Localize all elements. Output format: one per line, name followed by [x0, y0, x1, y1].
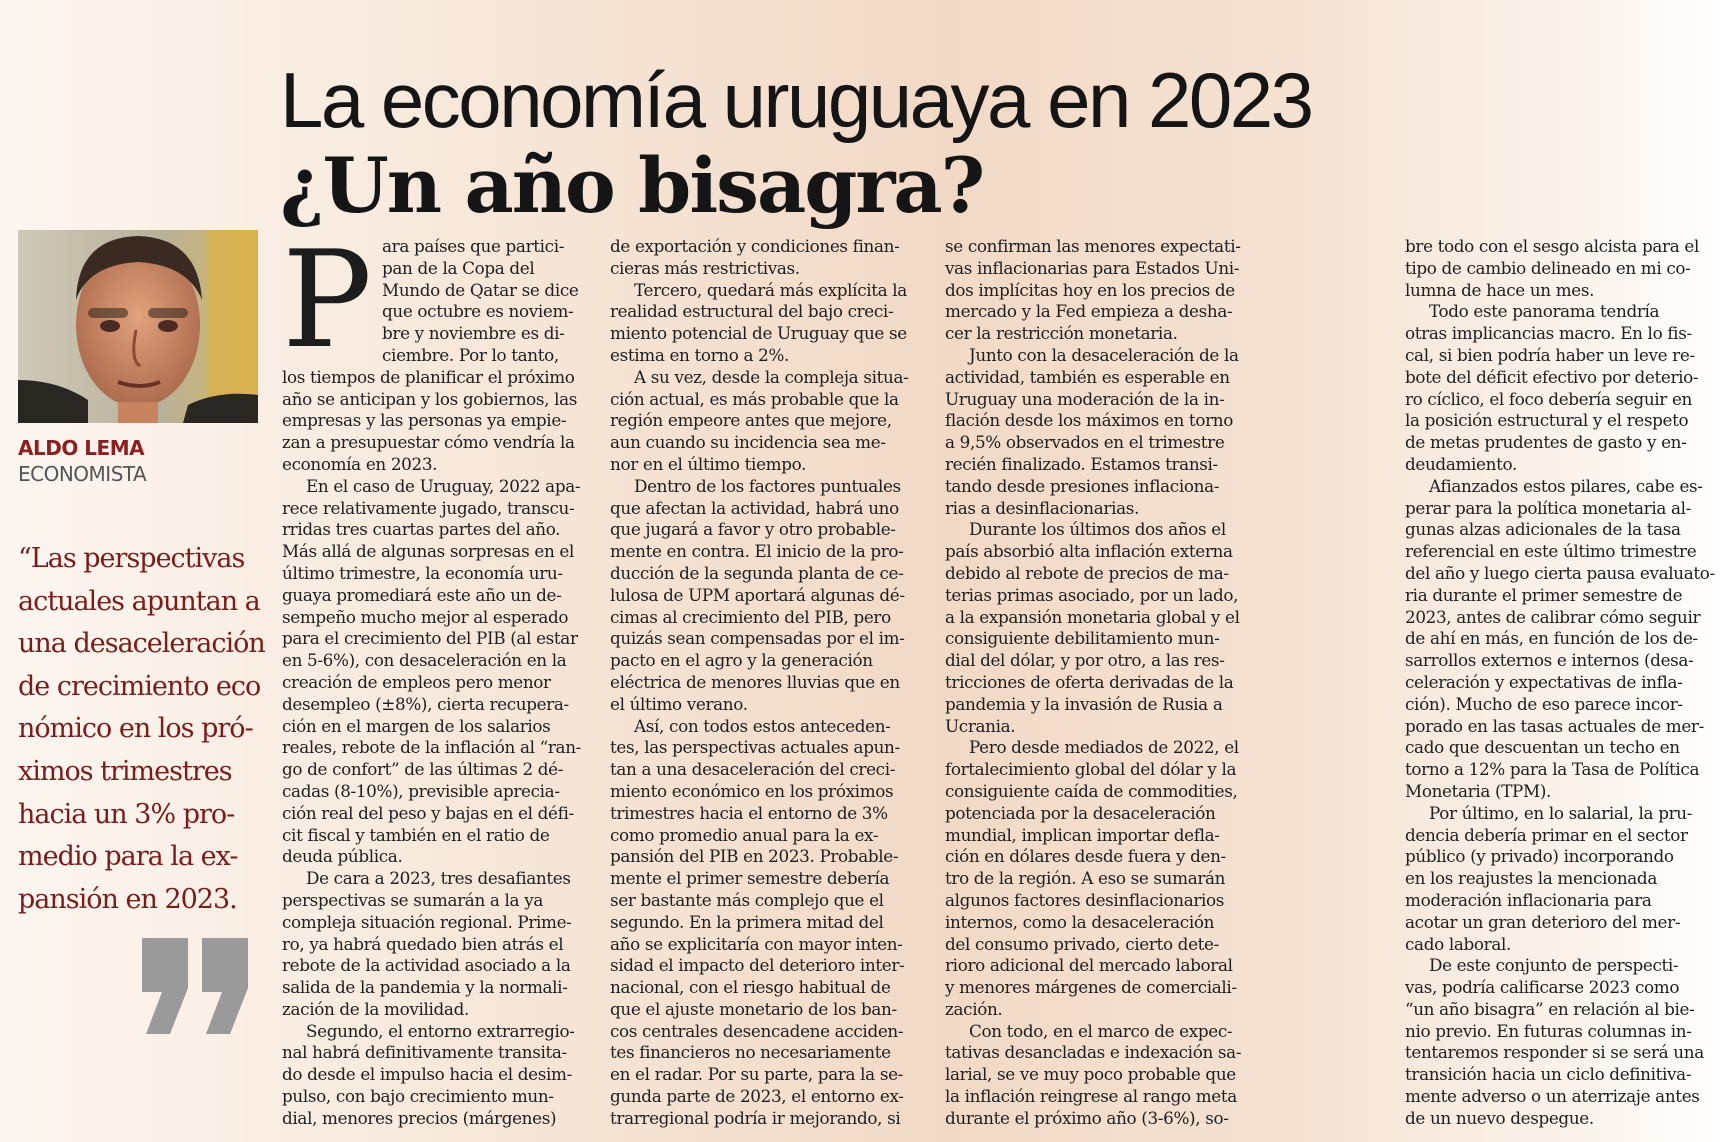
article-line: a 9,5% observados en el trimestre: [945, 432, 1225, 453]
article-line: quizás sean compensadas por el im-: [610, 628, 905, 649]
article-line: tro de la región. A eso se sumarán: [945, 868, 1226, 889]
article-line: trarregional podría ir mejorando, si: [610, 1107, 901, 1128]
article-line: que afectan la actividad, habrá uno: [610, 497, 899, 518]
article-line: A su vez, desde la compleja situa-: [634, 366, 909, 387]
article-line: Todo este panorama tendría: [1429, 301, 1660, 322]
article-line: sarrollos externos e internos (desa-: [1405, 650, 1694, 671]
article-line: nio previo. En futuras columnas in-: [1405, 1020, 1692, 1041]
article-line: fortalecimiento global del dólar y la: [945, 759, 1237, 780]
article-line: tes, las perspectivas actuales apun-: [610, 737, 900, 758]
article-line: los tiempos de planificar el próximo: [282, 366, 575, 387]
article-line: en los reajustes la mencionada: [1405, 868, 1657, 889]
article-line: para el crecimiento del PIB (al estar: [282, 628, 578, 649]
article-line: a la expansión monetaria global y el: [945, 606, 1240, 627]
article-line: actividad, también es esperable en: [945, 366, 1230, 387]
article-line: región empeore antes que mejore,: [610, 410, 892, 431]
article-line: dial del dólar, y por otro, a las res-: [945, 650, 1225, 671]
article-line: el último verano.: [610, 693, 748, 714]
article-line: bre todo con el sesgo alcista para el: [1405, 236, 1699, 256]
article-line: cadas (8-10%), previsible aprecia-: [282, 780, 560, 801]
article-line: mente en contra. El inicio de la pro-: [610, 541, 904, 562]
article-line: rias a desinflacionarias.: [945, 497, 1139, 518]
article-line: Junto con la desaceleración de la: [969, 344, 1239, 365]
article-line: go de confort” de las últimas 2 dé-: [282, 759, 564, 780]
article-line: rebote de la actividad asociado a la: [282, 955, 571, 976]
article-line: cit fiscal y también en el ratio de: [282, 824, 550, 845]
article-line: que jugará a favor y otro probable-: [610, 519, 896, 540]
article-line: pan de la Copa del: [382, 257, 535, 278]
pullquote-line: actuales apuntan a: [18, 585, 260, 617]
article-line: como promedio anual para la ex-: [610, 824, 879, 845]
headline-line1: La economía uruguaya en 2023: [280, 56, 1312, 145]
article-line: perar para la política monetaria al-: [1405, 497, 1691, 518]
article-line: miento económico en los próximos: [610, 780, 894, 801]
article-line: zación.: [945, 998, 1003, 1019]
article-line: en el radar. Por su parte, para la se-: [610, 1064, 903, 1085]
article-line: nal habrá definitivamente transita-: [282, 1042, 567, 1063]
article-line: terias primas asociado, por un lado,: [945, 584, 1239, 605]
article-line: de metas prudentes de gasto y en-: [1405, 432, 1687, 453]
article-line: mente adverso o un aterrizaje antes: [1405, 1086, 1700, 1107]
article-line: pulso, con bajo crecimiento mun-: [282, 1086, 554, 1107]
article-line: ción actual, es más probable que la: [610, 388, 899, 409]
article-line: rioro adicional del mercado laboral: [945, 955, 1233, 976]
article-line: ro cíclico, el foco debería seguir en: [1405, 388, 1692, 409]
article-line: gunas alzas adicionales de la tasa: [1405, 519, 1681, 540]
article-line: ción). Mucho de eso parece incor-: [1405, 693, 1683, 714]
article-line: gunda parte de 2023, el entorno ex-: [610, 1086, 904, 1107]
article-line: flación desde los máximos en torno: [945, 410, 1233, 431]
article-line: estima en torno a 2%.: [610, 344, 790, 365]
pullquote-line: ximos trimestres: [18, 755, 232, 787]
article-line: tativas desancladas e indexación sa-: [945, 1042, 1242, 1063]
article-line: reales, rebote de la inflación al “ran-: [282, 737, 581, 758]
article-line: tando desde presiones inflaciona-: [945, 475, 1220, 496]
article-line: del consumo privado, cierto dete-: [945, 933, 1219, 954]
article-line: ción en el margen de los salarios: [282, 715, 551, 736]
article-line: algunos factores desinflacionarios: [945, 889, 1225, 910]
article-line: zación de la movilidad.: [282, 998, 469, 1019]
article-line: Así, con todos estos anteceden-: [634, 715, 891, 736]
article-line: cer la restricción monetaria.: [945, 323, 1178, 344]
pullquote: [18, 538, 263, 921]
article-line: do desde el impulso hacia el desim-: [282, 1064, 572, 1085]
pullquote-line: nómico en los pró-: [18, 713, 253, 745]
article-line: rridas tres cuartas partes del año.: [282, 519, 561, 540]
article-line: transición hacia un ciclo definitiva-: [1405, 1064, 1692, 1085]
article-line: rece relativamente jugado, transcu-: [282, 497, 575, 518]
article-line: la posición estructural y el respeto: [1405, 410, 1689, 431]
article-line: desempleo (±8%), cierta recupera-: [282, 693, 569, 714]
article-line: Afianzados estos pilares, cabe es-: [1429, 475, 1703, 496]
article-line: referencial en este último trimestre: [1405, 541, 1697, 562]
article-column-1: [282, 222, 581, 1130]
article-line: realidad estructural del bajo creci-: [610, 301, 894, 322]
article-line: que octubre es noviem-: [382, 301, 574, 322]
article-line: Pero desde mediados de 2022, el: [969, 737, 1239, 758]
article-line: trimestres hacia el entorno de 3%: [610, 802, 888, 823]
article-line: acotar un gran deterioro del mer-: [1405, 911, 1681, 932]
article-line: sempeño mucho mejor al esperado: [282, 606, 569, 627]
article-line: y menores márgenes de comerciali-: [945, 977, 1237, 998]
article-line: pandemia y la invasión de Rusia a: [945, 693, 1223, 714]
pullquote-line: de crecimiento eco: [18, 670, 261, 702]
article-line: lumna de hace un mes.: [1405, 279, 1595, 300]
article-line: miento potencial de Uruguay que se: [610, 323, 907, 344]
article-line: dial, menores precios (márgenes): [282, 1107, 557, 1128]
article-line: tan a una desaceleración del creci-: [610, 759, 896, 780]
drop-cap: P: [282, 222, 373, 378]
article-line: otras implicancias macro. En lo fis-: [1405, 323, 1692, 344]
closing-quote-icon: [140, 938, 252, 1038]
article-line: empresas y las personas ya empie-: [282, 410, 567, 431]
article-line: cimas al crecimiento del PIB, pero: [610, 606, 891, 627]
headline-line2: ¿Un año bisagra?: [280, 140, 984, 230]
author-photo: [18, 230, 258, 423]
article-column-2: [610, 236, 908, 1130]
article-line: pansión del PIB en 2023. Probable-: [610, 846, 899, 867]
article-line: En el caso de Uruguay, 2022 apa-: [306, 475, 581, 496]
article-line: eléctrica de menores lluvias que en: [610, 671, 900, 692]
article-line: ara países que partici-: [382, 236, 565, 256]
article-line: de un nuevo despegue.: [1405, 1107, 1594, 1128]
article-line: nor en el último tiempo.: [610, 453, 807, 474]
article-line: mercado y la Fed empieza a desha-: [945, 301, 1233, 322]
article-line: Monetaria (TPM).: [1405, 780, 1551, 801]
article-line: salida de la pandemia y la normali-: [282, 977, 568, 998]
article-line: mente el primer semestre debería: [610, 868, 890, 889]
article-line: la inflación reingrese al rango meta: [945, 1086, 1237, 1107]
article-line: bote del déficit efectivo por deterio-: [1405, 366, 1699, 387]
article-line: cado que descuentan un techo en: [1405, 737, 1680, 758]
article-line: cado laboral.: [1405, 933, 1511, 954]
article-line: moderación inflacionaria para: [1405, 889, 1652, 910]
article-line: vas inflacionarias para Estados Uni-: [945, 257, 1240, 278]
article-line: Más allá de algunas sorpresas en el: [282, 541, 575, 562]
article-line: bre y noviembre es di-: [382, 323, 565, 344]
article-line: “un año bisagra” en relación al bie-: [1405, 998, 1695, 1019]
article-line: De este conjunto de perspecti-: [1429, 955, 1679, 976]
article-line: larial, se ve muy poco probable que: [945, 1064, 1236, 1085]
article-line: de ahí en más, en función de los de-: [1405, 628, 1698, 649]
article-line: lulosa de UPM aportará algunas dé-: [610, 584, 905, 605]
pullquote-line: hacia un 3% pro-: [18, 798, 235, 830]
article-line: Segundo, el entorno extrarregio-: [306, 1020, 575, 1041]
article-line: año se anticipan y los gobiernos, las: [282, 388, 578, 409]
article-line: dos implícitas hoy en los precios de: [945, 279, 1235, 300]
article-line: guaya promediará este año un de-: [282, 584, 562, 605]
article-line: durante el próximo año (3-6%), so-: [945, 1107, 1229, 1128]
article-line: nacional, con el riesgo habitual de: [610, 977, 891, 998]
article-line: tricciones de oferta derivadas de la: [945, 671, 1234, 692]
article-line: deuda pública.: [282, 846, 403, 867]
article-line: Mundo de Qatar se dice: [382, 279, 579, 300]
pullquote-line: “Las perspectivas: [18, 543, 245, 574]
article-line: De cara a 2023, tres desafiantes: [306, 868, 571, 889]
article-line: país absorbió alta inflación externa: [945, 541, 1233, 562]
article-line: mundial, implican importar defla-: [945, 824, 1220, 845]
article-column-3: [945, 236, 1241, 1130]
article-line: ducción de la segunda planta de ce-: [610, 562, 904, 583]
article-line: se confirman las menores expectati-: [945, 236, 1241, 256]
article-line: Por último, en lo salarial, la pru-: [1429, 802, 1693, 823]
article-line: dencia debería primar en el sector: [1405, 824, 1688, 845]
article-line: que el ajuste monetario de los ban-: [610, 998, 897, 1019]
article-line: público (y privado) incorporando: [1405, 846, 1674, 867]
article-line: compleja situación regional. Prime-: [282, 911, 572, 932]
article-line: torno a 12% para la Tasa de Política: [1405, 759, 1700, 780]
article-line: de exportación y condiciones finan-: [610, 236, 900, 256]
article-line: último trimestre, la economía uru-: [282, 562, 563, 583]
article-line: año se explicitaría con mayor inten-: [610, 933, 903, 954]
article-line: recién finalizado. Estamos transi-: [945, 453, 1218, 474]
article-line: aun cuando su incidencia sea me-: [610, 432, 886, 453]
article-line: segundo. En la primera mitad del: [610, 911, 884, 932]
article-line: del año y luego cierta pausa evaluato-: [1405, 562, 1715, 583]
article-line: debido al rebote de precios de ma-: [945, 562, 1229, 583]
article-line: creación de empleos pero menor: [282, 671, 551, 692]
pullquote-line: pansión en 2023.: [18, 883, 237, 915]
article-line: ro, ya habrá quedado bien atrás el: [282, 933, 564, 954]
article-line: tes financieros no necesariamente: [610, 1042, 891, 1063]
article-line: consiguiente debilitamiento mun-: [945, 628, 1220, 649]
article-line: Tercero, quedará más explícita la: [634, 279, 907, 300]
article-line: cieras más restrictivas.: [610, 257, 800, 278]
article-line: tentaremos responder si se será una: [1405, 1042, 1704, 1063]
article-line: deudamiento.: [1405, 453, 1517, 474]
article-line: celeración y expectativas de infla-: [1405, 671, 1683, 692]
article-line: cos centrales desencadene acciden-: [610, 1020, 904, 1041]
article-line: ciembre. Por lo tanto,: [382, 344, 559, 365]
article-line: cal, si bien podría haber un leve re-: [1405, 344, 1695, 365]
article-line: Dentro de los factores puntuales: [634, 475, 901, 496]
article-line: Uruguay una moderación de la in-: [945, 388, 1225, 409]
article-line: 2023, antes de calibrar cómo seguir: [1405, 606, 1701, 627]
article-line: potenciada por la desaceleración: [945, 802, 1216, 823]
article-line: ción en dólares desde fuera y den-: [945, 846, 1226, 867]
author-name: ALDO LEMA: [18, 436, 145, 460]
article-line: Con todo, en el marco de expec-: [969, 1020, 1233, 1041]
article-line: internos, como la desaceleración: [945, 911, 1215, 932]
article-line: en 5-6%), con desaceleración en la: [282, 650, 567, 671]
article-line: ria durante el primer semestre de: [1405, 584, 1683, 605]
article-line: Ucrania.: [945, 715, 1016, 736]
article-line: pacto en el agro y la generación: [610, 650, 873, 671]
pullquote-line: medio para la ex-: [18, 841, 238, 873]
pullquote-line: una desaceleración: [18, 628, 265, 660]
article-line: ser bastante más complejo que el: [610, 889, 884, 910]
article-line: zan a presupuestar cómo vendría la: [282, 432, 575, 453]
article-line: ción real del peso y bajas en el défi-: [282, 802, 574, 823]
article-line: perspectivas se sumarán a la ya: [282, 889, 543, 910]
article-line: economía en 2023.: [282, 453, 438, 474]
article-line: consiguiente caída de commodities,: [945, 780, 1238, 801]
article-line: porado en las tasas actuales de mer-: [1405, 715, 1704, 736]
author-role: ECONOMISTA: [18, 462, 147, 486]
article-line: tipo de cambio delineado en mi co-: [1405, 257, 1691, 278]
article-line: sidad el impacto del deterioro inter-: [610, 955, 905, 976]
article-column-4: [1405, 236, 1715, 1130]
article-line: Durante los últimos dos años el: [969, 519, 1226, 540]
article-line: vas, podría calificarse 2023 como: [1405, 977, 1680, 998]
